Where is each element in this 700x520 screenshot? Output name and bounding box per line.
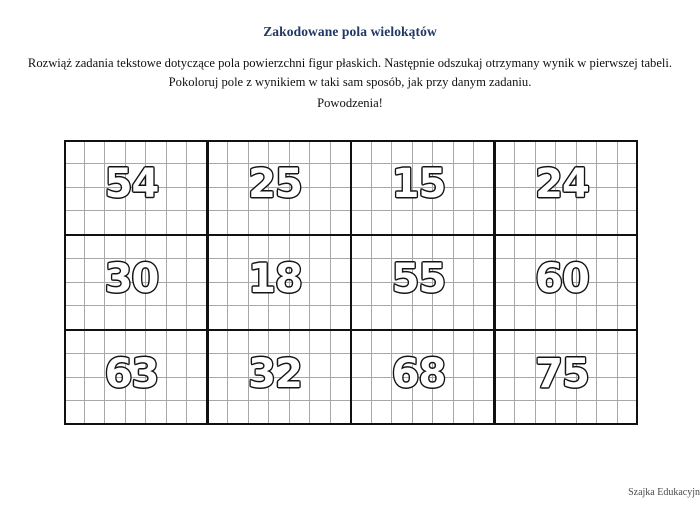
grid-number-blocks [64, 140, 638, 425]
answer-number: 24 [535, 160, 589, 207]
answer-grid [64, 140, 638, 425]
answer-number: 68 [391, 350, 446, 397]
answer-number: 30 [104, 255, 159, 302]
answer-block[interactable] [64, 140, 208, 235]
answer-block[interactable] [351, 140, 495, 235]
instructions-paragraph: Rozwiąż zadania tekstowe dotyczące pola powierzchni figur płaskich. Następnie odszukaj otrzymany wynik w pierwszej tabeli. Pokoloruj pole z wynikiem w taki sam sposób, jak przy danym zadaniu. [27, 56, 673, 89]
answer-number: 60 [535, 255, 589, 302]
answer-block[interactable] [64, 330, 208, 425]
answer-number: 32 [248, 350, 302, 397]
answer-block[interactable] [495, 235, 639, 330]
answer-block[interactable] [208, 330, 352, 425]
good-luck-text: Powodzenia! [317, 96, 383, 110]
answer-number: 54 [104, 160, 159, 207]
footer-credit: Szajka Edukacyjn [628, 487, 700, 498]
answer-block[interactable] [495, 330, 639, 425]
answer-number: 55 [391, 255, 446, 302]
answer-number: 63 [104, 350, 159, 397]
answer-number: 18 [248, 255, 302, 302]
answer-block[interactable] [208, 140, 352, 235]
answer-block[interactable] [208, 235, 352, 330]
answer-number: 15 [391, 160, 446, 207]
answer-block[interactable] [64, 235, 208, 330]
answer-block[interactable] [351, 235, 495, 330]
answer-number: 25 [248, 160, 302, 207]
answer-block[interactable] [495, 140, 639, 235]
page-title: Zakodowane pola wielokątów [263, 24, 437, 39]
answer-number: 75 [535, 350, 589, 397]
answer-block[interactable] [351, 330, 495, 425]
